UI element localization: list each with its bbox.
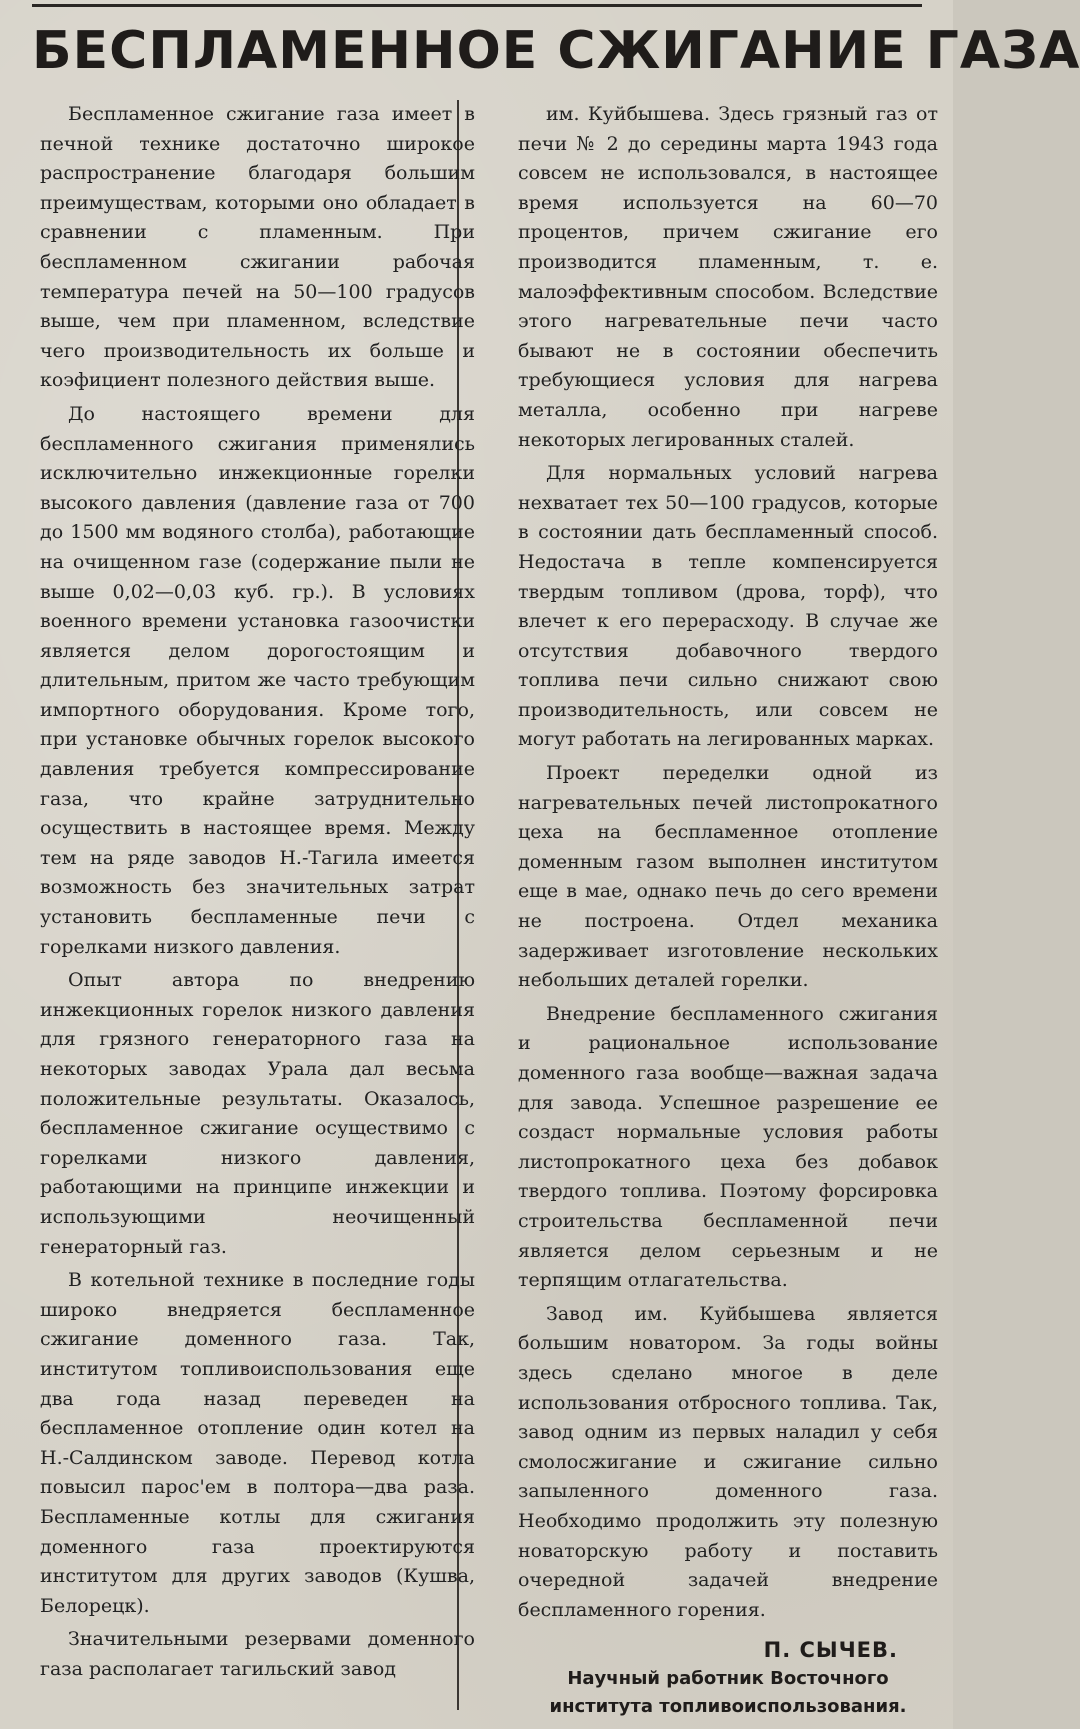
article-title: БЕСПЛАМЕННОЕ СЖИГАНИЕ ГАЗА (32, 21, 1080, 81)
paragraph: Внедрение беспламенного сжигания и рациональное использование доменного газа вообще—важная задача для завода. Успешное разрешение ее создаст нормальные условия работы листопрокатного цеха без добавок твердого топлива. Поэтому форсировка строительства беспламенной печи является делом серьезным и не терпящим отлагательства. (518, 1002, 938, 1292)
right-column (518, 100, 938, 1721)
paragraph: им. Куйбышева. Здесь грязный газ от печи № 2 до середины марта 1943 года совсем не использовался, в настоящее время используется на 60—70 процентов, причем сжигание его производится пламенным, т. е. малоэффективным способом. Вследствие этого нагревательные печи часто бывают не в состоянии обеспечить требующиеся условия для нагрева металла, особенно при нагреве некоторых легированных сталей. (518, 103, 938, 451)
byline (518, 1635, 938, 1721)
paragraph: Значительными резервами доменного газа располагает тагильский завод (40, 1628, 475, 1680)
paragraph: Завод им. Куйбышева является большим новатором. За годы войны здесь сделано многое в деле использования отбросного топлива. Так, завод одним из первых наладил у себя смолосжигание и сжигание сильно запыленного доменного газа. Необходимо продолжить эту полезную новаторскую работу и поставить очередной задачей внедрение беспламенного горения. (518, 1302, 938, 1621)
author-name: П. СЫЧЕВ. (763, 1638, 898, 1663)
paragraph: Для нормальных условий нагрева нехватает тех 50—100 градусов, которые в состоянии дать беспламенный способ. Недостача в тепле компенсируется твердым топливом (дрова, торф), что влечет к его перерасходу. В случае же отсутствия добавочного твердого топлива печи сильно снижают свою производительность, или совсем не могут работать на легированных марках. (518, 462, 938, 751)
paragraph: Опыт автора по внедрению инжекционных горелок низкого давления для грязного генераторного газа на некоторых заводах Урала дал весьма положительные результаты. Оказалось, беспламенное сжигание осуществимо с горелками низкого давления, работающими на принципе инжекции и использующими неочищенный генераторный газ. (40, 969, 475, 1258)
paragraph: До настоящего времени для беспламенного сжигания применялись исключительно инжекционные горелки высокого давления (давление газа от 700 до 1500 мм водяного столба), работающие на очищенном газе (содержание пыли не выше 0,02—0,03 куб. гр.). В условиях военного времени установка газоочистки является делом дорогостоящим и длительным, притом же часто требующим импортного оборудования. Кроме того, при установке обычных горелок высокого давления требуется компрессирование газа, что крайне затруднительно осуществить в настоящее время. Между тем на ряде заводов Н.-Тагила имеется возможность без значительных затрат установить беспламенные печи с горелками низкого давления. (40, 402, 475, 958)
top-rule (32, 4, 922, 7)
author-role: Научный работник Восточного института топливоиспользования. (549, 1668, 907, 1718)
left-column (40, 100, 475, 1688)
paragraph: Проект переделки одной из нагревательных печей листопрокатного цеха на беспламенное отопление доменным газом выполнен институтом еще в мае, однако печь до сего времени не построена. Отдел механика задерживает изготовление нескольких небольших деталей горелки. (518, 762, 938, 992)
paragraph: В котельной технике в последние годы широко внедряется беспламенное сжигание доменного газа. Так, институтом топливоиспользования еще два года назад переведен на беспламенное отопление один котел на Н.-Салдинском заводе. Перевод котла повысил парос'ем в полтора—два раза. Беспламенные котлы для сжигания доменного газа проектируются институтом для других заводов (Кушва, Белорецк). (40, 1269, 475, 1617)
paragraph: Беспламенное сжигание газа имеет в печной технике достаточно широкое распространение благодаря большим преимуществам, которыми оно обладает в сравнении с пламенным. При беспламенном сжигании рабочая температура печей на 50—100 градусов выше, чем при пламенном, вследствие чего производительность их больше и коэфициент полезного действия выше. (40, 103, 475, 392)
article-body (40, 100, 940, 1718)
